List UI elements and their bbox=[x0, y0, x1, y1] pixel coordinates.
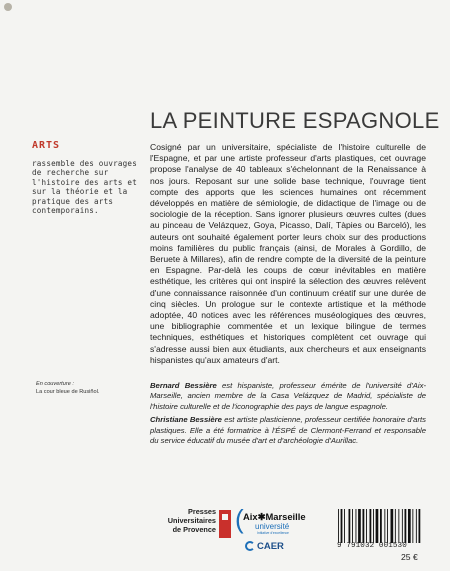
price: 25 € bbox=[401, 552, 418, 562]
corner-mark bbox=[4, 3, 12, 11]
author-bios bbox=[150, 381, 426, 449]
barcode bbox=[337, 509, 425, 543]
cover-credit-caption: La cour bleue de Rusiñol. bbox=[36, 389, 100, 395]
pup-line: de Provence bbox=[172, 524, 216, 534]
caer-name: CAER bbox=[257, 541, 284, 552]
cover-credit-label: En couverture : bbox=[36, 381, 74, 387]
caer-icon bbox=[245, 541, 255, 551]
caer-logo bbox=[245, 541, 284, 552]
author-description: est artiste plasticienne, professeur certifiée honoraire d'arts plastiques. Elle a été formatrice à l'ÉSPÉ de Clermont-Ferrand et responsable du service éducatif du musée d'art et d'archéologie d'Aurillac. bbox=[150, 415, 426, 446]
barcode-number: 9 791032 001530 bbox=[337, 542, 407, 550]
series-block bbox=[32, 140, 142, 215]
author-bio bbox=[150, 415, 426, 446]
pup-logo-icon-detail bbox=[222, 514, 228, 520]
author-name: Christiane Bessière bbox=[150, 415, 222, 425]
book-title: LA PEINTURE ESPAGNOLE bbox=[150, 108, 440, 133]
author-bio bbox=[150, 381, 426, 412]
cover-credit bbox=[36, 380, 146, 396]
amu-tagline: Initiative d'excellence bbox=[257, 531, 289, 535]
series-name: ARTS bbox=[32, 140, 61, 151]
amu-bracket-icon: ( bbox=[235, 504, 244, 534]
author-description: est hispaniste, professeur émérite de l'université d'Aix-Marseille, ancien membre de la Casa Velázquez de Madrid, spécialiste de l'histoire culturelle et de l'iconographie des pays de langue espagnole. bbox=[150, 381, 427, 411]
pup-line: Universitaires bbox=[167, 515, 216, 525]
book-summary: Cosigné par un universitaire, spécialiste de l'histoire culturelle de l'Espagne, et par une artiste professeur d'arts plastiques, cet ouvrage propose l'analyse de 40 tableaux s'échelonnant de la Renaissance à nos jours. Reposant sur une solide base technique, l'ouvrage tient compte des apports que les sciences humaines ont récemment développés en matière de sémiologie, de didactique de l'image ou de sociologie de la réception. Sans ignorer plusieurs œuvres cultes (dues au pinceau de Velázquez, Goya, Picasso, Dalí, Tàpies ou Barceló), les auteurs ont souhaité également porter leurs choix sur des productions moins familières du public français (ainsi, de Morales à Gordillo, de Beruete à Millares), afin de rendre compte de la diversité de la peinture en Espagne. Par-delà les coups de cœur inévitables en matière esthétique, les critères qui ont inspiré la sélection des œuvres relèvent d'une connaissance raisonnée d'un continuum créatif sur une durée de cinq siècles. Un prologue sur le contexte artistique et la méthode adoptée, 40 notices avec les références muséologiques des œuvres, une bibliographie commentée et un lexique bilingue de termes techniques, esthétiques et historiques complètent cet ouvrage qui s'adresse aussi bien aux étudiants, aux chercheurs et aux enseignants hispanistes qu'aux amateurs d'art. bbox=[150, 142, 426, 365]
amu-name: Aix✱Marseille bbox=[243, 511, 306, 522]
publisher-logos bbox=[150, 504, 306, 560]
pup-line: Presses bbox=[188, 507, 216, 516]
series-description: rassemble des ouvrages de recherche sur l'histoire des arts et sur la théorie et la pratique des arts contemporains. bbox=[32, 159, 137, 216]
author-name: Bernard Bessière bbox=[150, 381, 217, 390]
pup-logo-text bbox=[150, 508, 216, 534]
amu-subtitle: université bbox=[255, 522, 290, 531]
